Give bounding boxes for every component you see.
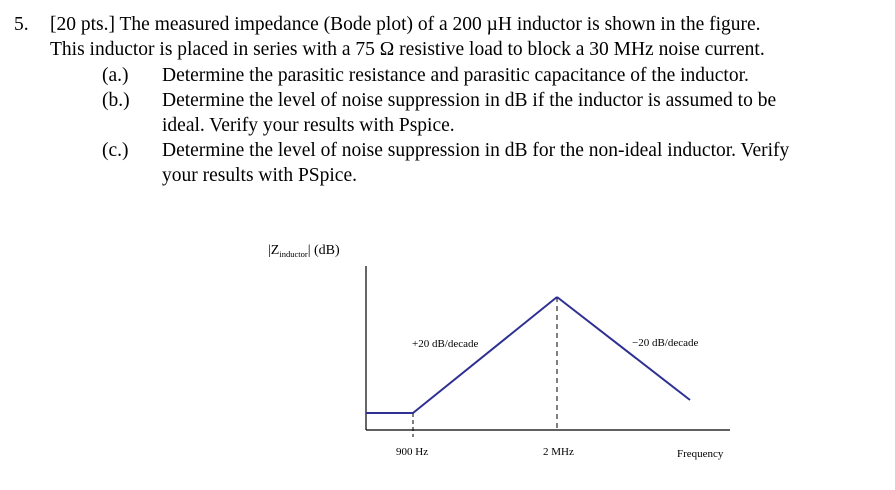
y-axis-label-z: |Z (268, 243, 280, 258)
part-c-text-line-2: your results with PSpice. (162, 165, 357, 186)
slope-annotation-right: −20 dB/decade (632, 337, 699, 349)
problem-statement-line-1: [20 pts.] The measured impedance (Bode plot) of a 200 µH inductor is shown in the figure. (50, 14, 761, 35)
part-c-label: (c.) (102, 140, 129, 161)
x-axis-label: Frequency (677, 448, 724, 460)
curve-segment-rising (413, 297, 557, 413)
tick-label-2mhz: 2 MHz (543, 446, 574, 458)
y-axis-label-subscript: inductor (279, 249, 308, 259)
part-a-label: (a.) (102, 65, 129, 86)
y-axis-label-tail: | (dB) (307, 243, 340, 258)
slope-annotation-left: +20 dB/decade (412, 338, 479, 350)
part-b-text-line-2: ideal. Verify your results with Pspice. (162, 115, 455, 136)
part-c-text-line-1: Determine the level of noise suppression in dB for the non-ideal inductor. Verify (162, 140, 790, 161)
part-a-text: Determine the parasitic resistance and parasitic capacitance of the inductor. (162, 65, 749, 86)
y-axis-label (268, 243, 340, 259)
part-b-label: (b.) (102, 90, 130, 111)
problem-number: 5. (14, 14, 29, 35)
tick-label-900hz: 900 Hz (396, 446, 429, 458)
part-b-text-line-1: Determine the level of noise suppression in dB if the inductor is assumed to be (162, 90, 777, 111)
problem-statement-line-2: This inductor is placed in series with a 75 Ω resistive load to block a 30 MHz noise current. (50, 39, 765, 60)
